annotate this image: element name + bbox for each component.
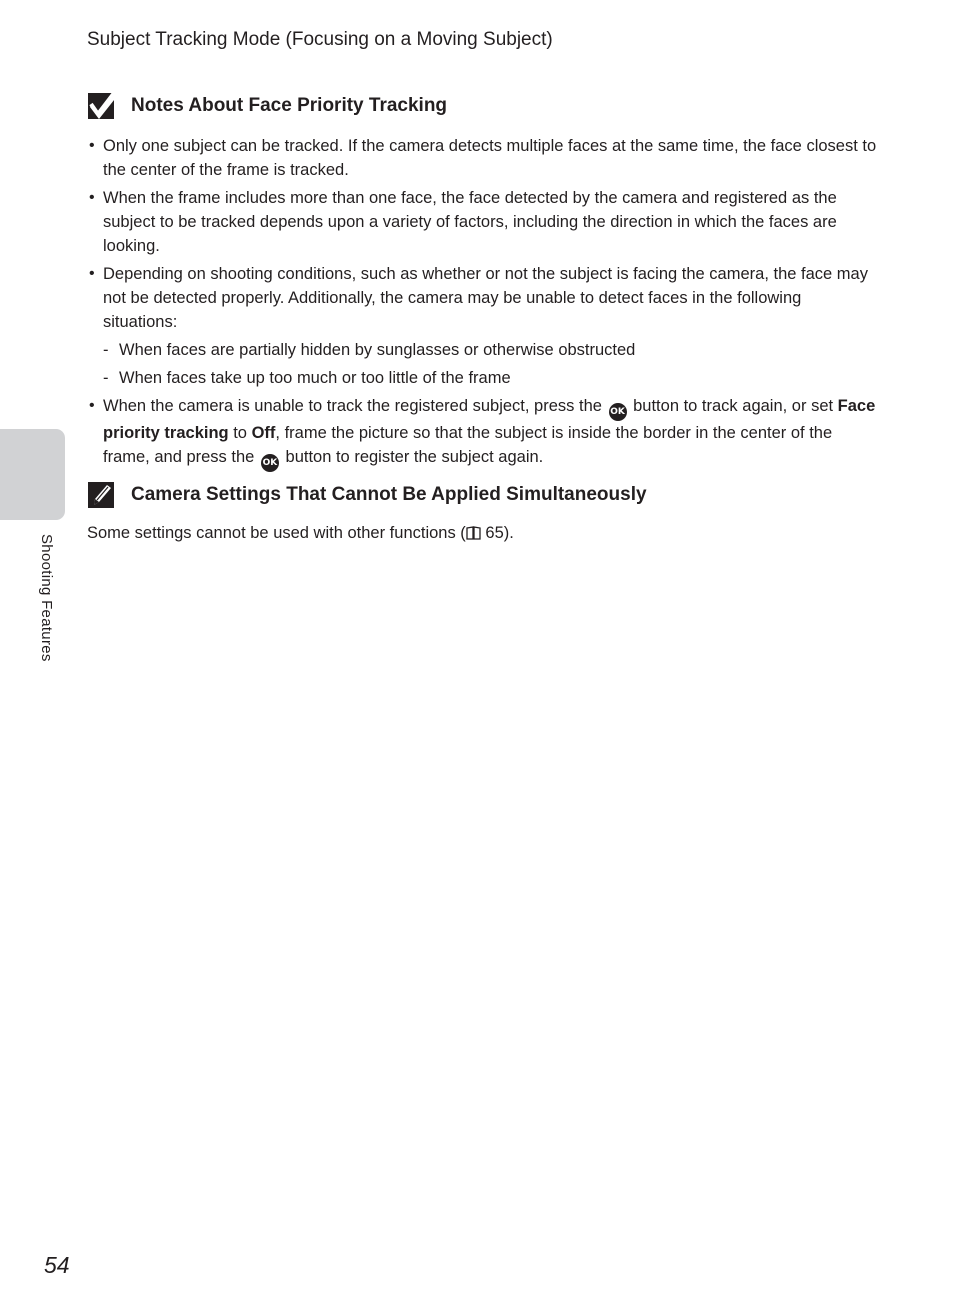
list-item-text: Only one subject can be tracked. If the camera detects multiple faces at the same time, the face closest to the center of the frame is tracked. bbox=[103, 137, 877, 179]
list-item-text: When the frame includes more than one face, the face detected by the camera and registered as the subject to be tracked depends upon a variety of factors, including the direction in which the faces are looking. bbox=[103, 189, 837, 255]
list-item-text-part: When the camera is unable to track the registered subject, press the bbox=[103, 397, 602, 415]
settings-text-before: Some settings cannot be used with other functions ( bbox=[87, 524, 466, 542]
list-item bbox=[87, 186, 877, 258]
check-note-icon bbox=[87, 92, 119, 120]
bullet-icon: • bbox=[89, 397, 95, 414]
sub-list-item bbox=[87, 366, 877, 390]
list-item-text-part: button to register the subject again. bbox=[285, 448, 544, 466]
list-item-text-part: to bbox=[233, 424, 247, 442]
sub-list-item-text: When faces take up too much or too little of the frame bbox=[119, 369, 511, 387]
setting-name: Face priority tracking bbox=[103, 397, 876, 442]
dash-icon: - bbox=[103, 369, 109, 387]
page-reference-book-icon bbox=[466, 526, 481, 540]
notes-section-header bbox=[87, 92, 877, 122]
sub-list-item bbox=[87, 338, 877, 362]
list-item-text: Depending on shooting conditions, such as whether or not the subject is facing the camera, the face may not be detected properly. Additionally, the camera may be unable to detect faces in the following situations: bbox=[103, 265, 868, 331]
side-tab-label: Shooting Features bbox=[38, 534, 55, 662]
side-tab bbox=[0, 429, 65, 520]
ok-button-icon: OK bbox=[609, 403, 627, 421]
notes-list bbox=[87, 134, 877, 334]
list-item-text-part: , frame the picture so that the subject is inside the border in the center of the frame, and press the bbox=[103, 424, 833, 466]
page-number: 54 bbox=[44, 1252, 70, 1278]
sub-list-item-text: When faces are partially hidden by sunglasses or otherwise obstructed bbox=[119, 341, 636, 359]
list-item-text-part: button to track again, or set bbox=[633, 397, 834, 415]
list-item bbox=[87, 394, 877, 472]
settings-section-text bbox=[87, 521, 877, 545]
settings-section bbox=[87, 481, 877, 545]
dash-icon: - bbox=[103, 341, 109, 359]
notes-section-title: Notes About Face Priority Tracking bbox=[131, 95, 448, 116]
ok-button-icon: OK bbox=[261, 454, 279, 472]
bullet-icon: • bbox=[89, 137, 95, 154]
notes-list-continued bbox=[87, 394, 877, 472]
settings-section-title: Camera Settings That Cannot Be Applied Simultaneously bbox=[131, 484, 647, 505]
setting-value: Off bbox=[251, 424, 276, 442]
page-reference[interactable]: 65 bbox=[485, 524, 504, 542]
notes-section bbox=[87, 92, 877, 476]
bullet-icon: • bbox=[89, 189, 95, 206]
settings-section-header bbox=[87, 481, 877, 511]
list-item bbox=[87, 262, 877, 334]
pencil-note-icon bbox=[87, 481, 119, 509]
running-head: Subject Tracking Mode (Focusing on a Moving Subject) bbox=[87, 29, 553, 50]
settings-text-after: ). bbox=[503, 524, 514, 542]
bullet-icon: • bbox=[89, 265, 95, 282]
list-item bbox=[87, 134, 877, 182]
